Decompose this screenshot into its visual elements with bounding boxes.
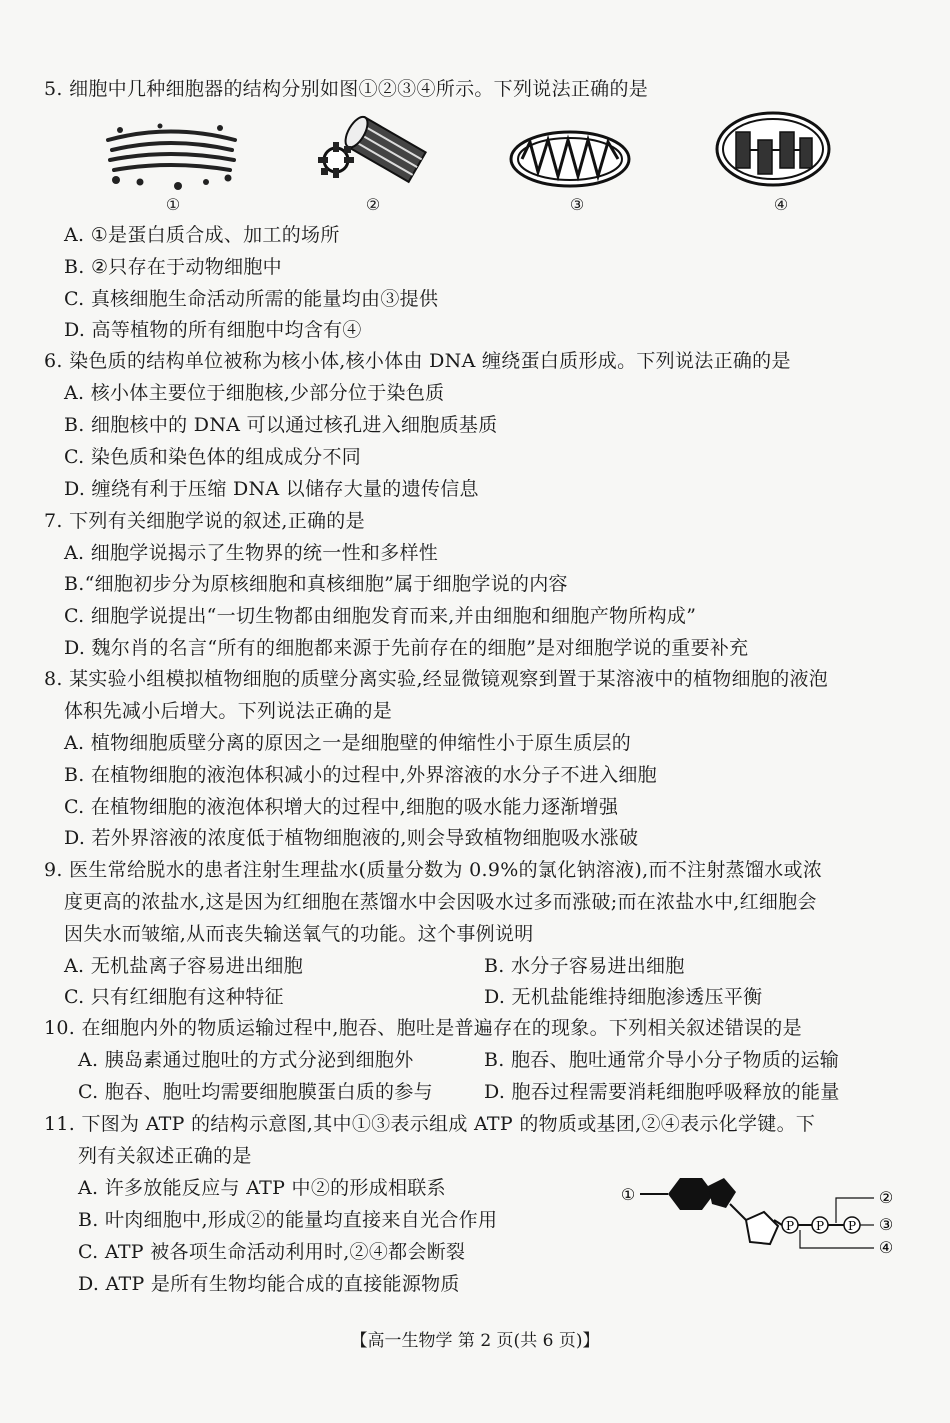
- q9-stem-line-3: 因失水而皱缩,从而丧失输送氧气的功能。这个事例说明: [64, 923, 534, 945]
- atp-label-2: ②: [878, 1188, 894, 1207]
- q8-stem-line-2: 体积先减小后增大。下列说法正确的是: [64, 700, 393, 722]
- q7-option-d[interactable]: D. 魏尔肖的名言“所有的细胞都来源于先前存在的细胞”是对细胞学说的重要补充: [64, 637, 749, 659]
- figure-label-1: ①: [165, 195, 181, 214]
- page-footer: 【高一生物学 第 2 页(共 6 页)】: [350, 1331, 600, 1351]
- q11-option-b[interactable]: B. 叶肉细胞中,形成②的能量均直接来自光合作用: [78, 1209, 498, 1231]
- q9-stem-line-1: 9. 医生常给脱水的患者注射生理盐水(质量分数为 0.9%的氯化钠溶液),而不注射蒸馏水或浓: [44, 859, 823, 881]
- phosphate-1: P: [785, 1219, 795, 1233]
- centrosome-figure: [312, 108, 432, 188]
- q6-option-c[interactable]: C. 染色质和染色体的组成成分不同: [64, 446, 362, 468]
- q7-stem: 7. 下列有关细胞学说的叙述,正确的是: [44, 510, 365, 532]
- q11-stem-line-2: 列有关叙述正确的是: [78, 1145, 252, 1167]
- figure-label-2: ②: [365, 195, 381, 214]
- q5-option-d[interactable]: D. 高等植物的所有细胞中均含有④: [64, 319, 362, 341]
- mitochondrion-figure: [508, 128, 632, 190]
- q6-option-d[interactable]: D. 缠绕有利于压缩 DNA 以储存大量的遗传信息: [64, 478, 479, 500]
- q6-option-b[interactable]: B. 细胞核中的 DNA 可以通过核孔进入细胞质基质: [64, 414, 498, 436]
- q7-option-a[interactable]: A. 细胞学说揭示了生物界的统一性和多样性: [64, 542, 439, 564]
- q9-option-c[interactable]: C. 只有红细胞有这种特征: [64, 986, 284, 1008]
- q10-option-c[interactable]: C. 胞吞、胞吐均需要细胞膜蛋白质的参与: [78, 1081, 433, 1103]
- q10-stem: 10. 在细胞内外的物质运输过程中,胞吞、胞吐是普遍存在的现象。下列相关叙述错误的是: [44, 1017, 802, 1039]
- q6-option-a[interactable]: A. 核小体主要位于细胞核,少部分位于染色质: [64, 382, 445, 404]
- q8-stem-line-1: 8. 某实验小组模拟植物细胞的质壁分离实验,经显微镜观察到置于某溶液中的植物细胞的液泡: [44, 668, 829, 690]
- q7-option-c[interactable]: C. 细胞学说提出“一切生物都由细胞发育而来,并由细胞和细胞产物所构成”: [64, 605, 697, 627]
- chloroplast-figure: [714, 110, 832, 188]
- q5-option-c[interactable]: C. 真核细胞生命活动所需的能量均由③提供: [64, 288, 439, 310]
- q9-option-b[interactable]: B. 水分子容易进出细胞: [484, 955, 685, 977]
- q7-option-b[interactable]: B.“细胞初步分为原核细胞和真核细胞”属于细胞学说的内容: [64, 573, 568, 595]
- q10-option-d[interactable]: D. 胞吞过程需要消耗细胞呼吸释放的能量: [484, 1081, 840, 1103]
- atp-structure-figure: [612, 1168, 902, 1258]
- q9-option-a[interactable]: A. 无机盐离子容易进出细胞: [64, 955, 304, 977]
- phosphate-2: P: [815, 1219, 825, 1233]
- q5-stem: 5. 细胞中几种细胞器的结构分别如图①②③④所示。下列说法正确的是: [44, 78, 649, 100]
- q10-option-b[interactable]: B. 胞吞、胞吐通常介导小分子物质的运输: [484, 1049, 840, 1071]
- q10-option-a[interactable]: A. 胰岛素通过胞吐的方式分泌到细胞外: [78, 1049, 414, 1071]
- atp-label-4: ④: [878, 1238, 894, 1257]
- q11-option-a[interactable]: A. 许多放能反应与 ATP 中②的形成相联系: [78, 1177, 446, 1199]
- q8-option-c[interactable]: C. 在植物细胞的液泡体积增大的过程中,细胞的吸水能力逐渐增强: [64, 796, 619, 818]
- phosphate-3: P: [847, 1219, 857, 1233]
- q5-option-b[interactable]: B. ②只存在于动物细胞中: [64, 256, 282, 278]
- golgi-figure: [100, 118, 245, 193]
- q11-option-c[interactable]: C. ATP 被各项生命活动利用时,②④都会断裂: [78, 1241, 466, 1263]
- q11-option-d[interactable]: D. ATP 是所有生物均能合成的直接能源物质: [78, 1273, 460, 1295]
- atp-label-3: ③: [878, 1215, 894, 1234]
- figure-label-3: ③: [569, 195, 585, 214]
- atp-label-1: ①: [620, 1185, 636, 1204]
- q5-option-a[interactable]: A. ①是蛋白质合成、加工的场所: [64, 224, 340, 246]
- q6-stem: 6. 染色质的结构单位被称为核小体,核小体由 DNA 缠绕蛋白质形成。下列说法正确的是: [44, 350, 791, 372]
- q8-option-d[interactable]: D. 若外界溶液的浓度低于植物细胞液的,则会导致植物细胞吸水涨破: [64, 827, 639, 849]
- q9-stem-line-2: 度更高的浓盐水,这是因为红细胞在蒸馏水中会因吸水过多而涨破;而在浓盐水中,红细胞会: [64, 891, 817, 913]
- q8-option-b[interactable]: B. 在植物细胞的液泡体积减小的过程中,外界溶液的水分子不进入细胞: [64, 764, 657, 786]
- q8-option-a[interactable]: A. 植物细胞质壁分离的原因之一是细胞壁的伸缩性小于原生质层的: [64, 732, 632, 754]
- figure-label-4: ④: [773, 195, 789, 214]
- q11-stem-line-1: 11. 下图为 ATP 的结构示意图,其中①③表示组成 ATP 的物质或基团,②④表示化学键。下: [44, 1113, 816, 1135]
- q9-option-d[interactable]: D. 无机盐能维持细胞渗透压平衡: [484, 986, 763, 1008]
